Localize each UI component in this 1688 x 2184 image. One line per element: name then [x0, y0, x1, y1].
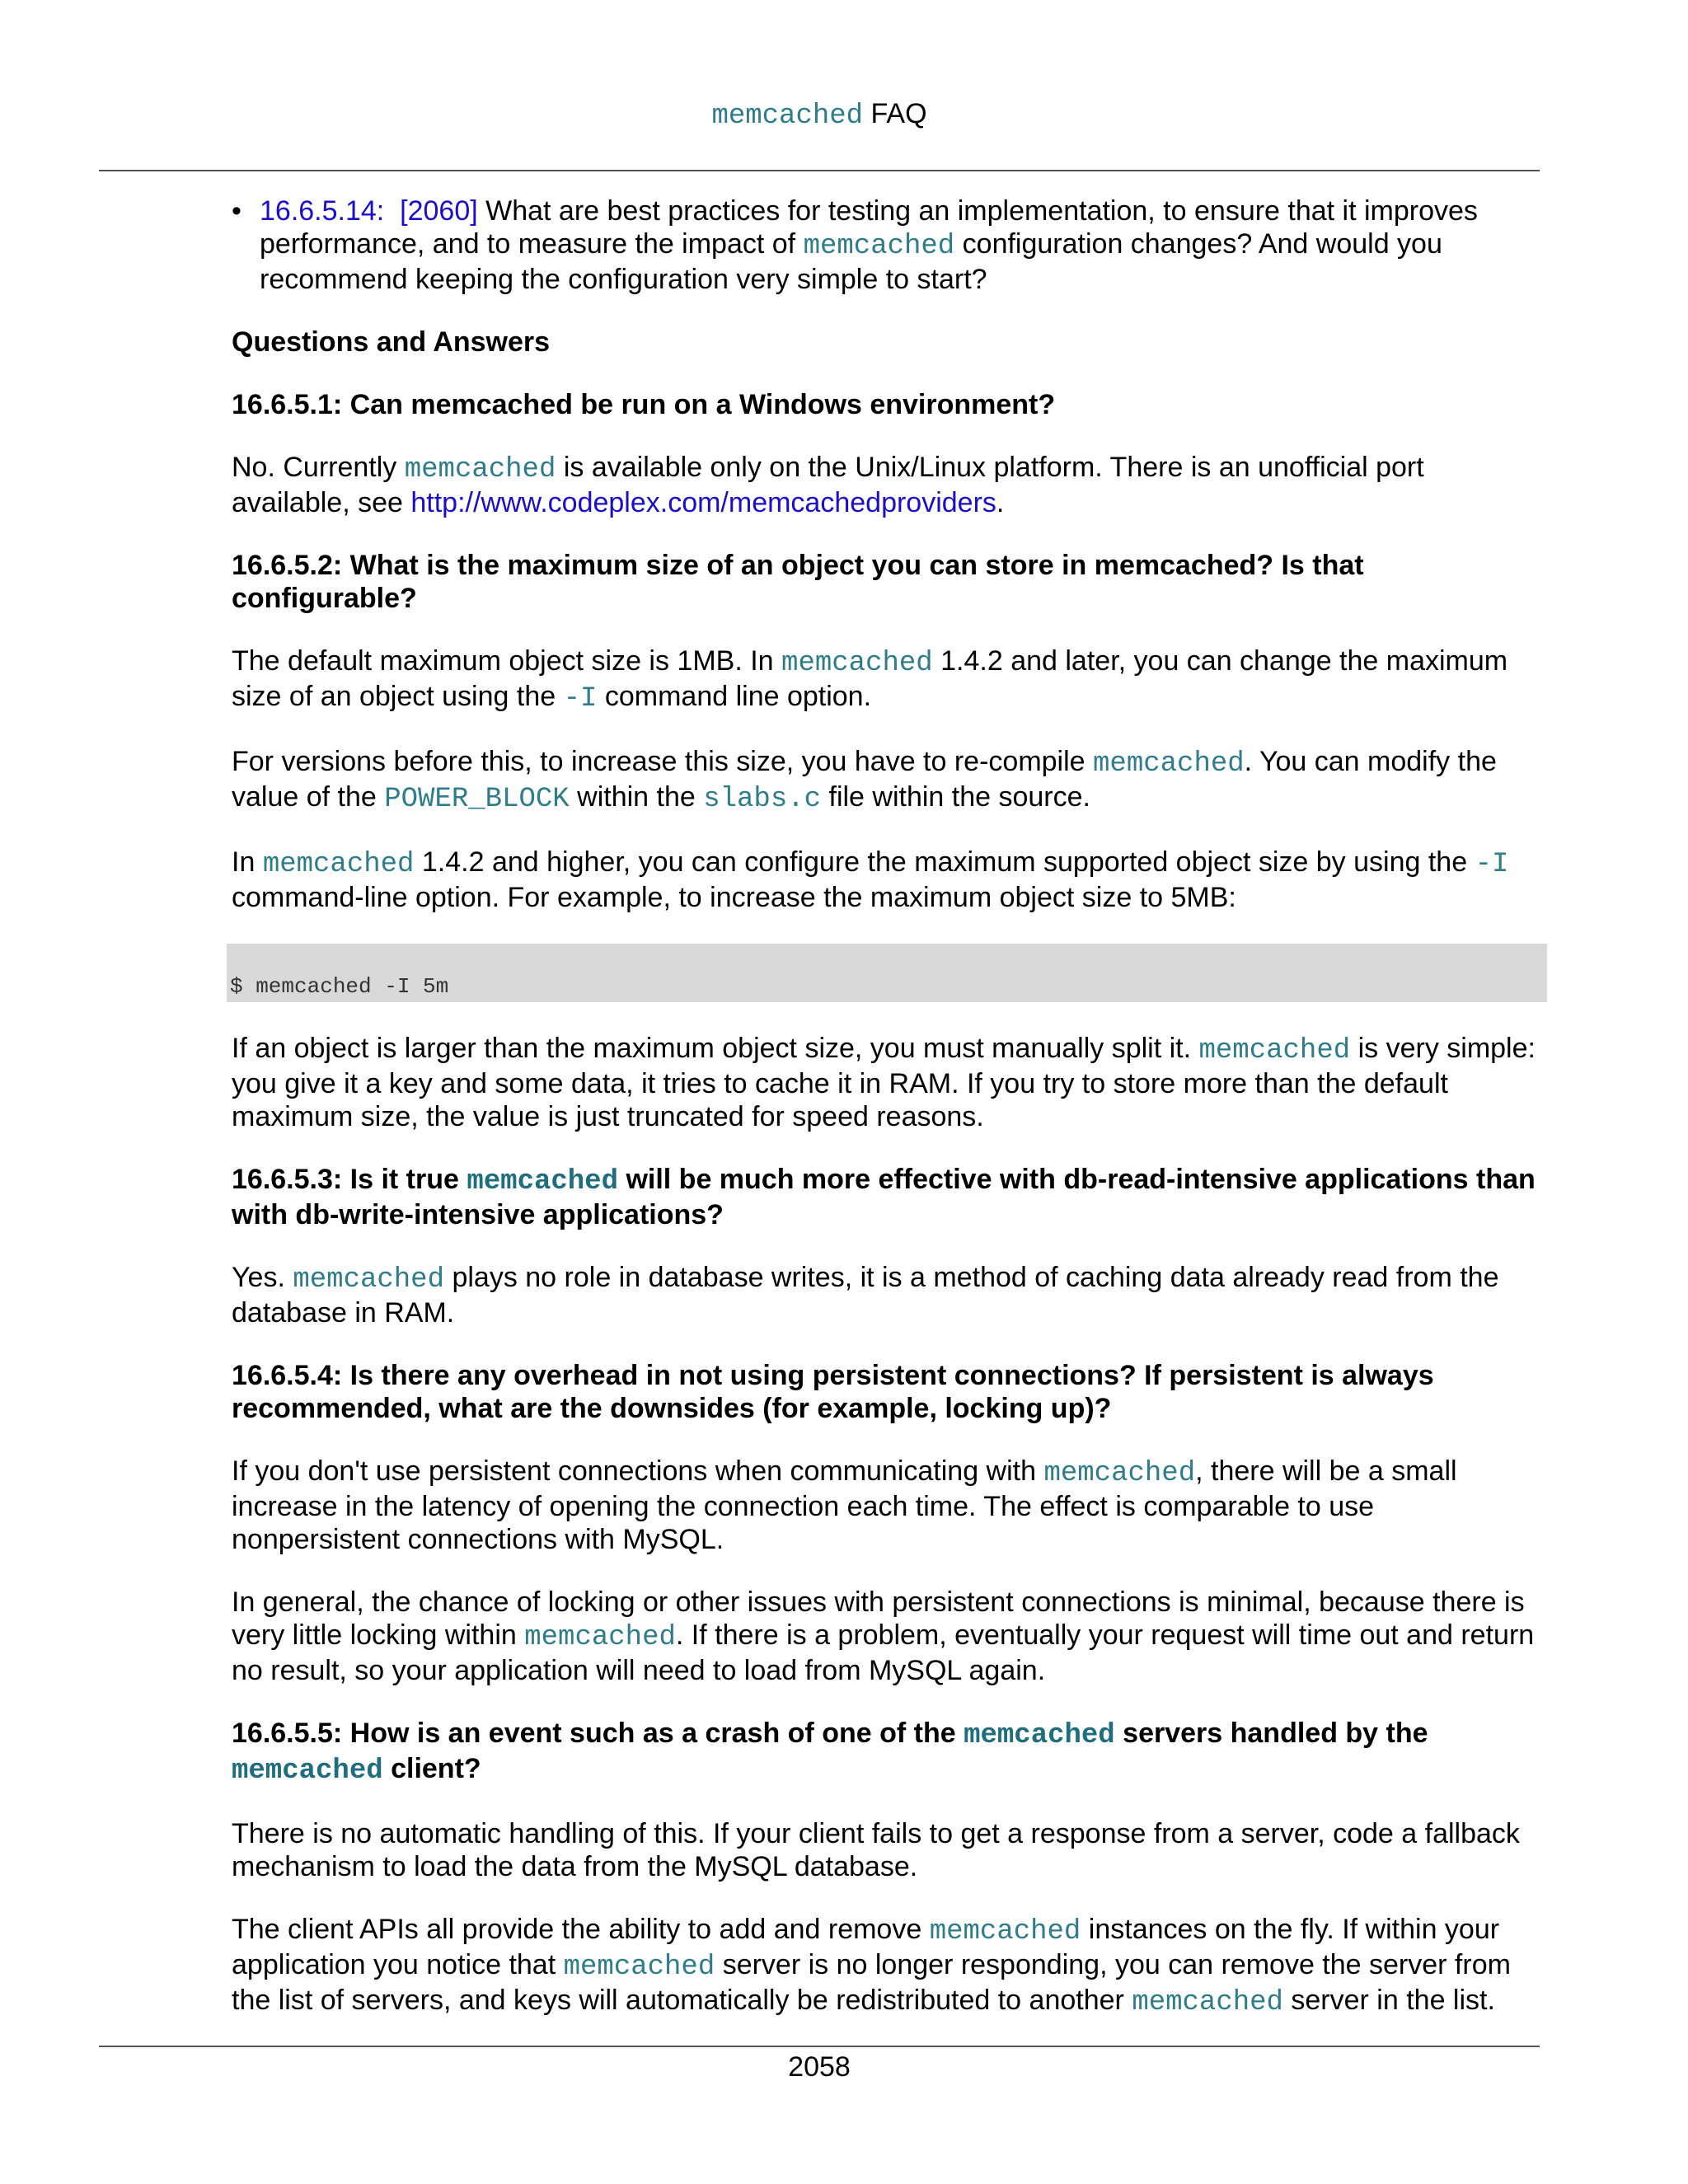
- inline-code: memcached: [1198, 1035, 1351, 1066]
- header-rule: [99, 170, 1540, 171]
- question-text: 16.6.5.3: Is it true: [232, 1164, 467, 1195]
- answer-text: . You can modify the value of the: [232, 746, 1497, 813]
- toc-number-link[interactable]: 16.6.5.14:: [260, 195, 385, 227]
- answer-text: 1.4.2 and higher, you can configure the maximum supported object size by using the: [414, 846, 1475, 878]
- toc-text-b: configuration changes? And would you recommend keeping the configuration very simple to start?: [260, 228, 1442, 295]
- answer-5-para-2: [232, 1913, 1542, 2019]
- question-text: 16.6.5.5: How is an event such as a crash of one of the: [232, 1718, 964, 1749]
- answer-3: [232, 1261, 1542, 1329]
- question-4-title: 16.6.5.4: Is there any overhead in not using persistent connections? If persistent is always recommended, what are the downsides (for example, locking up)?: [232, 1360, 1434, 1424]
- answer-text: . If there is a problem, eventually your request will time out and return no result, so your application will need to load from MySQL again.: [232, 1619, 1535, 1686]
- inline-code: slabs.c: [703, 784, 822, 815]
- answer-text: The default maximum object size is 1MB. In: [232, 645, 782, 677]
- question-5-title: [232, 1717, 1542, 1788]
- inline-code: POWER_BLOCK: [384, 784, 570, 815]
- question-text: will be much more effective with db-read-intensive applications than with db-write-intensive applications?: [232, 1164, 1536, 1230]
- inline-code: memcached: [781, 648, 933, 679]
- answer-text: For versions before this, to increase this size, you have to re-compile: [232, 746, 1094, 777]
- toc-ref-link[interactable]: [2060]: [400, 195, 478, 227]
- inline-code: memcached: [964, 1720, 1115, 1751]
- answer-2-para-3: [232, 846, 1542, 914]
- answer-text: command-line option. For example, to increase the maximum object size to 5MB:: [232, 882, 1236, 913]
- question-1-title: 16.6.5.1: Can memcached be run on a Windows environment?: [232, 389, 1056, 420]
- footer-rule: [99, 2046, 1540, 2047]
- inline-code: memcached: [1093, 748, 1245, 780]
- toc-item: [232, 194, 1542, 296]
- answer-text: Yes.: [232, 1262, 293, 1293]
- code-block: [227, 944, 1547, 1002]
- answer-1-code: memcached: [404, 454, 556, 485]
- running-header: [0, 97, 1639, 133]
- inline-code: memcached: [524, 1622, 676, 1653]
- question-text: servers handled by the: [1114, 1718, 1428, 1749]
- inline-code: -I: [563, 683, 598, 715]
- inline-code: memcached: [1043, 1458, 1196, 1489]
- answer-text: within the: [569, 781, 704, 813]
- answer-text: In general, the chance of locking or other issues with persistent connections is minimal, because there is very little locking within: [232, 1586, 1525, 1651]
- toc-code: memcached: [803, 231, 955, 262]
- question-2-title: 16.6.5.2: What is the maximum size of an object you can store in memcached? Is that configurable?: [232, 550, 1364, 614]
- answer-text: In: [232, 846, 263, 878]
- inline-code: memcached: [563, 1952, 715, 1983]
- inline-code: memcached: [467, 1166, 618, 1197]
- answer-text: If you don't use persistent connections when communicating with: [232, 1455, 1044, 1487]
- inline-code: memcached: [262, 849, 415, 880]
- answer-1-text: is available only on the Unix/Linux platform. There is an unofficial port available, see: [232, 452, 1424, 518]
- page-number: 2058: [788, 2051, 851, 2083]
- inline-code: memcached: [232, 1755, 383, 1787]
- inline-code: memcached: [929, 1916, 1081, 1947]
- answer-text: instances on the fly. If within your application you notice that: [232, 1914, 1500, 1980]
- answer-4-para-2: [232, 1586, 1542, 1687]
- bullet-icon: •: [232, 195, 241, 227]
- page-content: [232, 194, 1542, 2049]
- inline-code: -I: [1475, 849, 1509, 880]
- header-code: memcached: [711, 101, 864, 132]
- section-title: Questions and Answers: [232, 326, 551, 358]
- answer-text: If an object is larger than the maximum object size, you must manually split it.: [232, 1033, 1199, 1064]
- answer-4-para-1: [232, 1455, 1542, 1556]
- question-text: client?: [382, 1753, 481, 1784]
- answer-2-para-1: [232, 644, 1542, 715]
- inline-code: memcached: [293, 1264, 444, 1296]
- answer-1: [232, 451, 1542, 519]
- answer-text: 1.4.2 and later, you can change the maximum size of an object using the: [232, 645, 1508, 712]
- answer-2-para-4: [232, 1032, 1542, 1133]
- toc-text-a: What are best practices for testing an implementation, to ensure that it improves performance, and to measure the impact of: [260, 195, 1478, 260]
- codeplex-link[interactable]: http://www.codeplex.com/memcachedproviders: [410, 487, 996, 518]
- answer-5-para-1: There is no automatic handling of this. If your client fails to get a response from a server, code a fallback mechanism to load the data from the MySQL database.: [232, 1818, 1520, 1882]
- answer-text: plays no role in database writes, it is a method of caching data already read from the database in RAM.: [232, 1262, 1499, 1329]
- inline-code: memcached: [1132, 1987, 1283, 2018]
- answer-1-text: .: [996, 487, 1005, 518]
- header-title: FAQ: [870, 98, 927, 129]
- answer-text: file within the source.: [821, 781, 1090, 813]
- answer-text: is very simple: you give it a key and some data, it tries to cache it in RAM. If you try to store more than the default maximum size, the value is just truncated for speed reasons.: [232, 1033, 1536, 1132]
- answer-2-para-2: [232, 745, 1542, 816]
- answer-text: , there will be a small increase in the latency of opening the connection each time. The effect is comparable to use nonpersistent connections with MySQL.: [232, 1455, 1457, 1555]
- code-block-text: $ memcached -I 5m: [230, 974, 449, 999]
- answer-text: The client APIs all provide the ability to add and remove: [232, 1914, 930, 1945]
- question-3-title: [232, 1163, 1542, 1231]
- answer-text: server in the list.: [1282, 1985, 1495, 2016]
- answer-1-text: No. Currently: [232, 452, 405, 483]
- answer-text: server is no longer responding, you can remove the server from the list of servers, and keys will automatically be redistributed to another: [232, 1949, 1511, 2016]
- answer-text: command line option.: [597, 681, 872, 712]
